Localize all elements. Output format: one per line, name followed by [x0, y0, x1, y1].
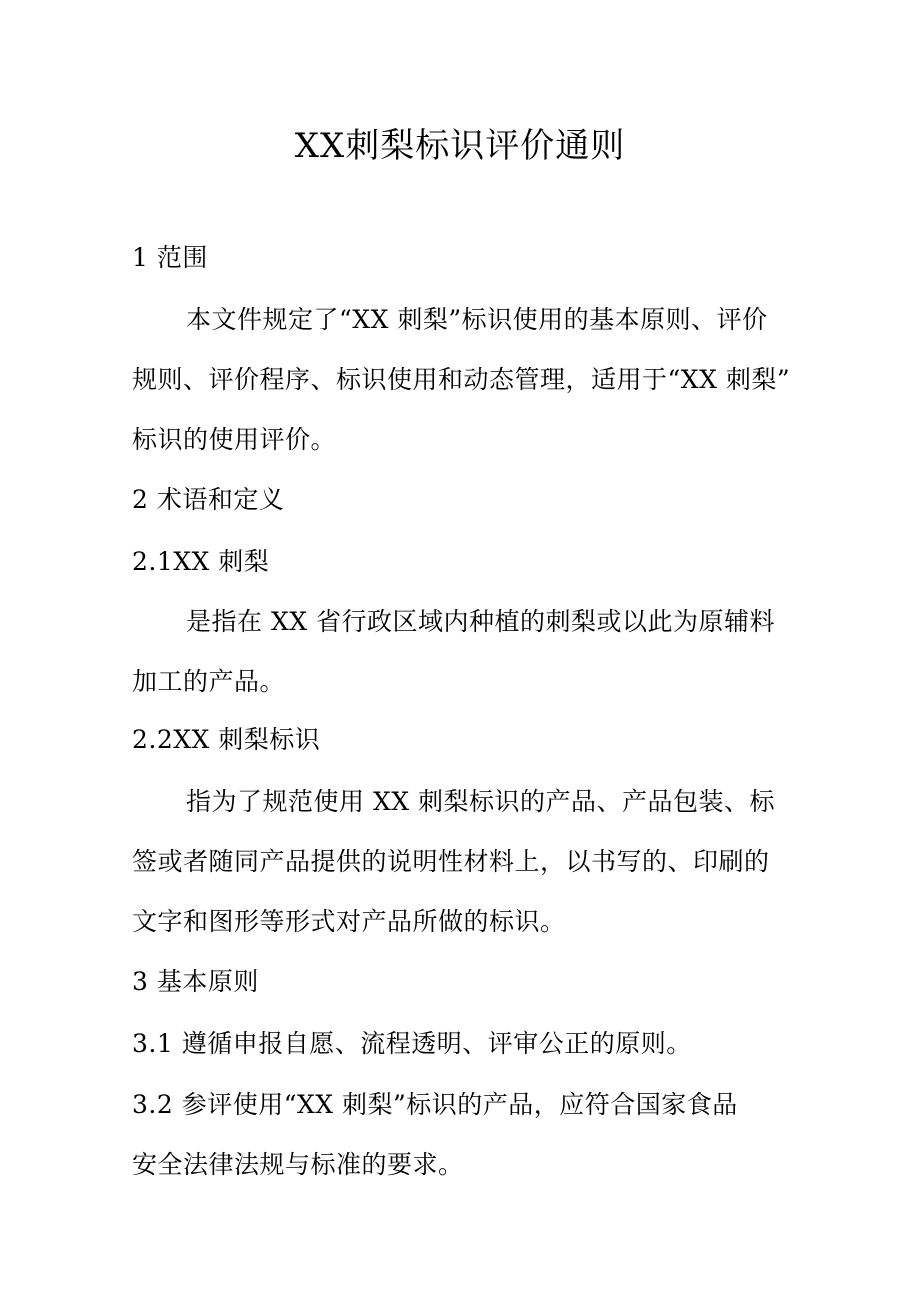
section-heading-scope: 1 范围 [132, 243, 208, 272]
subsection-heading: 2.1XX 刺梨 [132, 547, 270, 576]
paragraph-line: 加工的产品。 [132, 667, 286, 696]
paragraph-line: 标识的使用评价。 [132, 425, 337, 454]
paragraph-line: 是指在 XX 省行政区域内种植的刺梨或以此为原辅料 [186, 607, 775, 636]
paragraph-line: 文字和图形等形式对产品所做的标识。 [132, 907, 566, 936]
clause-line: 3.1 遵循申报自愿、流程透明、评审公正的原则。 [132, 1029, 692, 1058]
paragraph-line: 本文件规定了“XX 刺梨”标识使用的基本原则、评价 [186, 305, 768, 334]
subsection-heading: 2.2XX 刺梨标识 [132, 725, 321, 754]
paragraph-line: 指为了规范使用 XX 刺梨标识的产品、产品包装、标 [186, 787, 775, 816]
section-heading-terms: 2 术语和定义 [132, 485, 285, 514]
paragraph-line: 规则、评价程序、标识使用和动态管理，适用于“XX 刺梨” [132, 365, 791, 394]
paragraph-line: 签或者随同产品提供的说明性材料上，以书写的、印刷的 [132, 847, 770, 876]
document-title: XX刺梨标识评价通则 [294, 126, 626, 166]
clause-line: 3.2 参评使用“XX 刺梨”标识的产品，应符合国家食品 [132, 1090, 738, 1119]
section-heading-principles: 3 基本原则 [132, 967, 259, 996]
paragraph-line: 安全法律法规与标准的要求。 [132, 1150, 464, 1179]
